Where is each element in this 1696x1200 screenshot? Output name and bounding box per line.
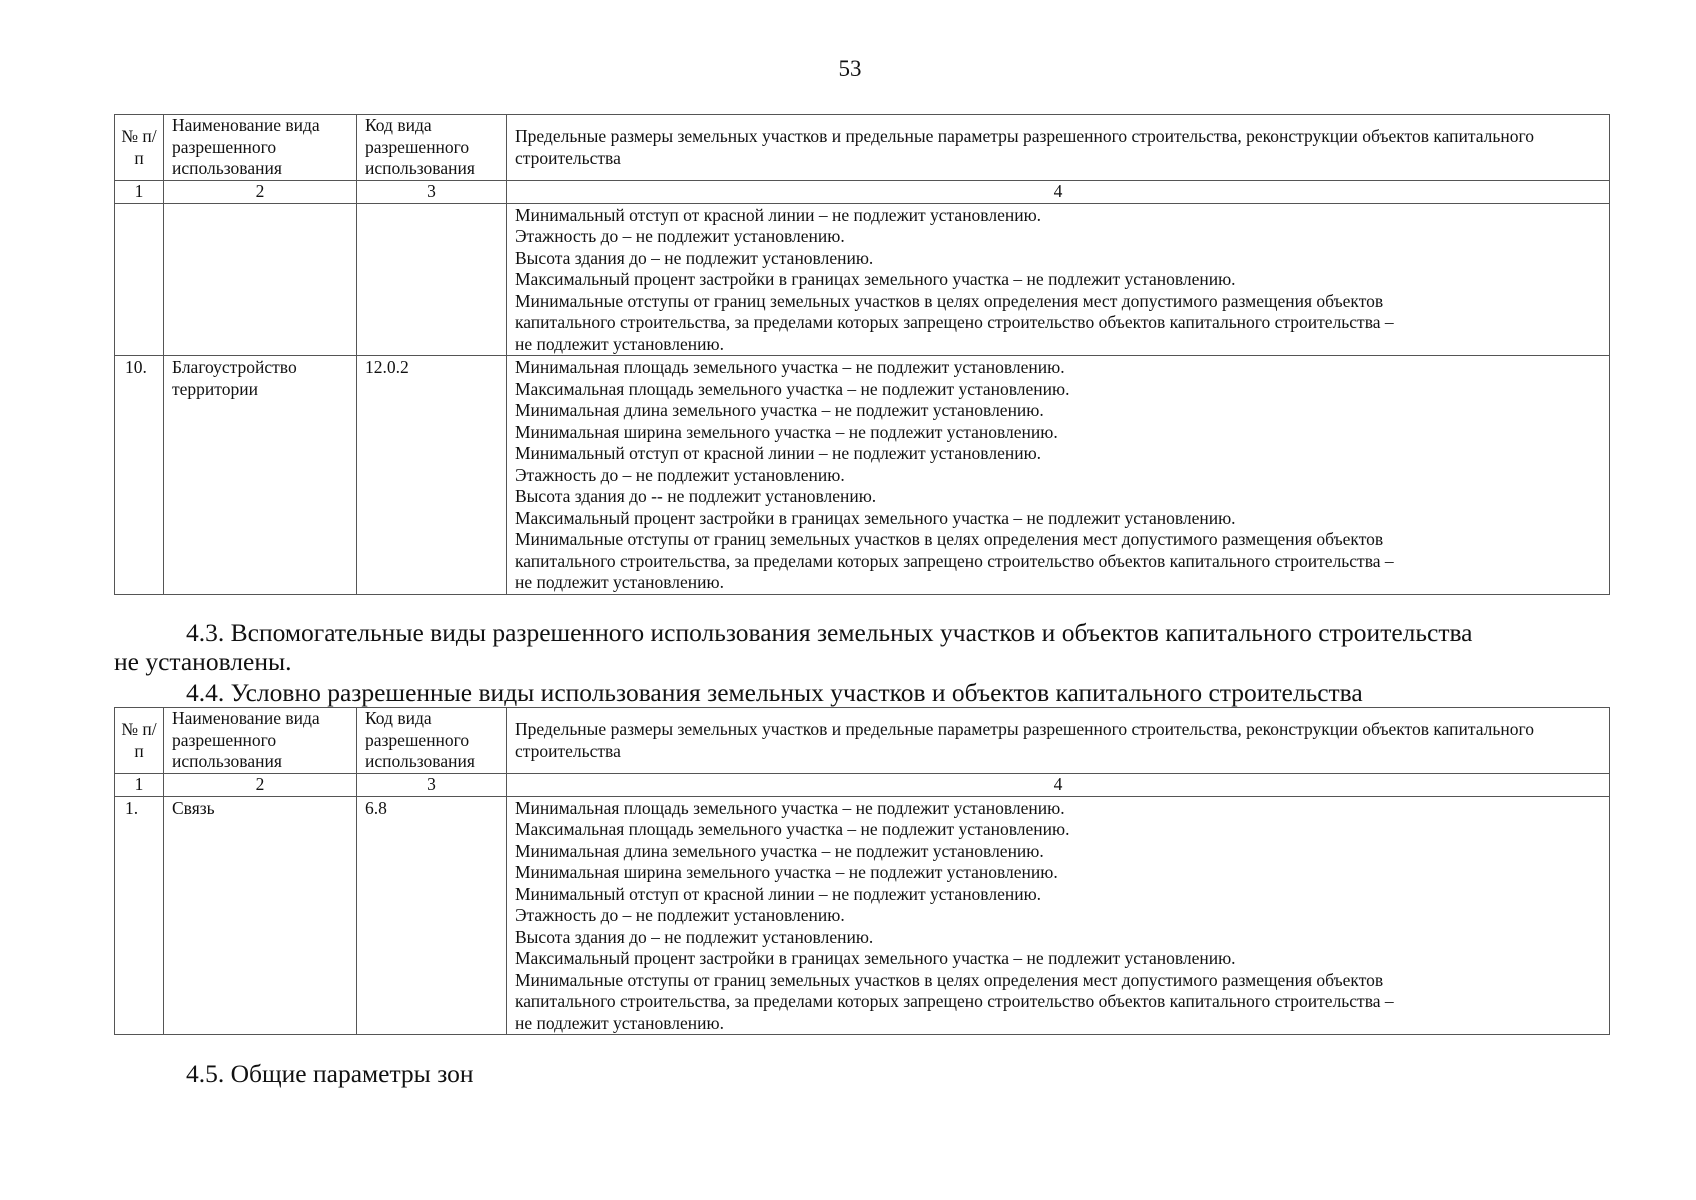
param-line: капитального строительства, за пределами которых запрещено строительство объектов капитального строительства – [515,312,1394,332]
column-number: 4 [507,774,1610,797]
header-num: № п/п [115,708,164,774]
row-number: 1. [115,796,164,1035]
table-row-continuation [115,203,1610,356]
params-cell [507,356,1610,595]
section-4-5 [114,1059,474,1088]
param-line: Минимальная площадь земельного участка – не подлежит установлению. [515,357,1065,377]
param-line: Этажность до – не подлежит установлению. [515,226,845,246]
param-line: Высота здания до – не подлежит установлению. [515,247,874,268]
table-header-row [115,708,1610,774]
header-params: Предельные размеры земельных участков и предельные параметры разрешенного строительства, реконструкции объектов капитального строительства [507,708,1610,774]
param-line: Минимальная ширина земельного участка – не подлежит установлению. [515,421,1058,442]
param-line: Минимальные отступы от границ земельных участков в целях определения мест допустимого размещения объектов [515,290,1384,311]
param-line: Максимальная площадь земельного участка – не подлежит установлению. [515,378,1070,399]
param-line: Минимальная ширина земельного участка – не подлежит установлению. [515,862,1058,882]
table-row [115,796,1610,1035]
header-params: Предельные размеры земельных участков и предельные параметры разрешенного строительства, реконструкции объектов капитального строительства [507,115,1610,181]
param-line: Минимальный отступ от красной линии – не подлежит установлению. [515,443,1042,463]
column-number-row [115,774,1610,797]
column-number: 3 [357,774,507,797]
cell-empty [164,203,357,356]
param-line: Максимальная площадь земельного участка – не подлежит установлению. [515,819,1070,839]
param-line: не подлежит установлению. [515,572,724,592]
header-code: Код вида разрешенного использования [357,115,507,181]
column-number: 3 [357,181,507,204]
row-number: 10. [115,356,164,595]
use-code: 6.8 [357,796,507,1035]
param-line: не подлежит установлению. [515,333,724,354]
column-number: 2 [164,774,357,797]
param-line: Минимальная длина земельного участка – не подлежит установлению. [515,840,1044,861]
param-line: капитального строительства, за пределами которых запрещено строительство объектов капитального строительства – [515,550,1394,571]
param-line: Максимальный процент застройки в границах земельного участка – не подлежит установлению. [515,269,1236,289]
table-row [115,356,1610,595]
param-line: не подлежит установлению. [515,1012,724,1033]
page-number: 53 [838,56,862,81]
section-4-4 [114,678,1363,707]
header-num: № п/п [115,115,164,181]
cell-empty [357,203,507,356]
header-name: Наименование вида разрешенного использования [164,115,357,181]
param-line: капитального строительства, за пределами которых запрещено строительство объектов капитального строительства – [515,991,1394,1011]
use-code: 12.0.2 [357,356,507,595]
section-4-3-line-2: не установлены. [114,647,292,676]
column-number-row [115,181,1610,204]
section-4-4-heading: 4.4. Условно разрешенные виды использования земельных участков и объектов капитального строительства [186,678,1363,707]
section-4-3-line-1: 4.3. Вспомогательные виды разрешенного использования земельных участков и объектов капитального строительства [186,618,1473,647]
header-code: Код вида разрешенного использования [357,708,507,774]
params-cell [507,203,1610,356]
section-4-5-heading: 4.5. Общие параметры зон [186,1059,474,1088]
param-line: Этажность до – не подлежит установлению. [515,905,845,925]
param-line: Минимальный отступ от красной линии – не подлежит установлению. [515,883,1042,904]
param-line: Минимальные отступы от границ земельных участков в целях определения мест допустимого размещения объектов [515,529,1384,549]
column-number: 4 [507,181,1610,204]
param-line: Минимальный отступ от красной линии – не подлежит установлению. [515,204,1042,225]
section-4-3 [114,618,1473,676]
use-name: Благоустройство территории [164,356,357,595]
land-use-table-main [114,114,1610,595]
param-line: Минимальная площадь земельного участка – не подлежит установлению. [515,797,1065,818]
column-number: 1 [115,774,164,797]
param-line: Высота здания до -- не подлежит установлению. [515,486,877,506]
param-line: Максимальный процент застройки в границах земельного участка – не подлежит установлению. [515,507,1236,528]
param-line: Высота здания до – не подлежит установлению. [515,926,874,947]
param-line: Этажность до – не подлежит установлению. [515,464,845,485]
use-name: Связь [164,796,357,1035]
table-header-row [115,115,1610,181]
param-line: Максимальный процент застройки в границах земельного участка – не подлежит установлению. [515,948,1236,968]
column-number: 1 [115,181,164,204]
land-use-table-conditional [114,707,1610,1035]
params-cell [507,796,1610,1035]
header-name: Наименование вида разрешенного использования [164,708,357,774]
param-line: Минимальная длина земельного участка – не подлежит установлению. [515,400,1044,420]
param-line: Минимальные отступы от границ земельных участков в целях определения мест допустимого размещения объектов [515,969,1384,990]
cell-empty [115,203,164,356]
column-number: 2 [164,181,357,204]
